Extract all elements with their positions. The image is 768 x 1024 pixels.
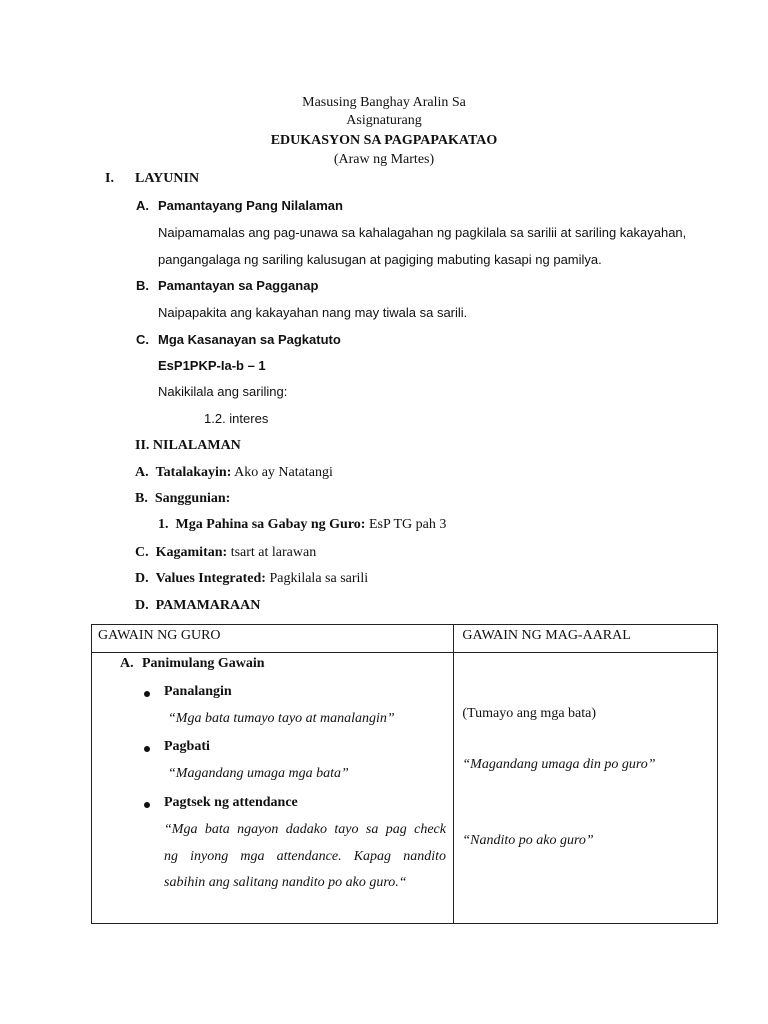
content-item-b1: 1. Mga Pahina sa Gabay ng Guro: EsP TG pah 3 (158, 517, 447, 532)
bullet-icon (144, 746, 150, 752)
teacher-cell (92, 653, 454, 924)
header-day: (Araw ng Martes) (333, 152, 435, 167)
teacher-line: ng inyong mga attendance. Kapag nandito (164, 849, 446, 864)
competency-code: EsP1PKP-Ia-b – 1 (158, 358, 266, 373)
page-title: EDUKASYON SA PAGPAPAKATAO (270, 133, 498, 148)
teacher-line: “Magandang umaga mga bata” (168, 766, 349, 781)
section-title-layunin: LAYUNIN (135, 171, 200, 186)
subsection-letter: B. (136, 278, 149, 293)
content-item-b: B. Sanggunian: (135, 491, 231, 506)
content-item-pamamaraan: D. PAMAMARAAN (135, 598, 261, 613)
section-numeral: I. (105, 171, 114, 186)
subsection-letter: C. (136, 332, 149, 347)
teacher-line: “Mga bata tumayo tayo at manalangin” (168, 711, 395, 726)
item-title: Pagbati (164, 739, 210, 754)
col-header-student: GAWAIN NG MAG-AARAL (462, 628, 631, 643)
header-line-2: Asignaturang (346, 113, 422, 128)
subsection-title: Pamantayang Pang Nilalaman (158, 198, 343, 213)
student-response: (Tumayo ang mga bata) (462, 706, 597, 721)
body-text: Naipamamalas ang pag-unawa sa kahalagahan ng pagkilala sa sarilii at sariling kakayahan, (158, 225, 687, 240)
body-text: Nakikilala ang sariling: (158, 384, 288, 399)
subsection-title: Pamantayan sa Pagganap (158, 278, 319, 293)
content-item-a: A. Tatalakayin: Ako ay Natatangi (135, 465, 333, 480)
subsection-letter: A. (136, 198, 149, 213)
bullet-icon (144, 691, 150, 697)
table-header-cell (454, 625, 718, 653)
content-item-c: C. Kagamitan: tsart at larawan (135, 545, 317, 560)
student-response: “Nandito po ako guro” (462, 833, 594, 848)
student-cell (454, 653, 718, 924)
item-title: Pagtsek ng attendance (164, 795, 298, 810)
item-title: Panalangin (164, 684, 232, 699)
body-subitem: 1.2. interes (204, 411, 269, 426)
body-text: Naipapakita ang kakayahan nang may tiwala sa sarili. (158, 305, 468, 320)
subsection-title: Mga Kasanayan sa Pagkatuto (158, 332, 341, 347)
teacher-line: “Mga bata ngayon dadako tayo sa pag check (164, 822, 446, 837)
teacher-line: sabihin ang salitang nandito po ako guro.“ (164, 875, 407, 890)
header-line-1: Masusing Banghay Aralin Sa (302, 95, 466, 110)
section-title: Panimulang Gawain (142, 656, 265, 671)
content-item-d: D. Values Integrated: Pagkilala sa sarili (135, 571, 369, 586)
procedure-table (91, 624, 718, 924)
col-header-teacher: GAWAIN NG GURO (98, 628, 221, 643)
bullet-icon (144, 802, 150, 808)
student-response: “Magandang umaga din po guro” (462, 757, 656, 772)
section-title-nilalaman: II. NILALAMAN (135, 438, 241, 453)
body-text: pangangalaga ng sariling kalusugan at pagiging mabuting kasapi ng pamilya. (158, 252, 602, 267)
section-letter: A. (120, 656, 134, 671)
table-header-cell (92, 625, 454, 653)
